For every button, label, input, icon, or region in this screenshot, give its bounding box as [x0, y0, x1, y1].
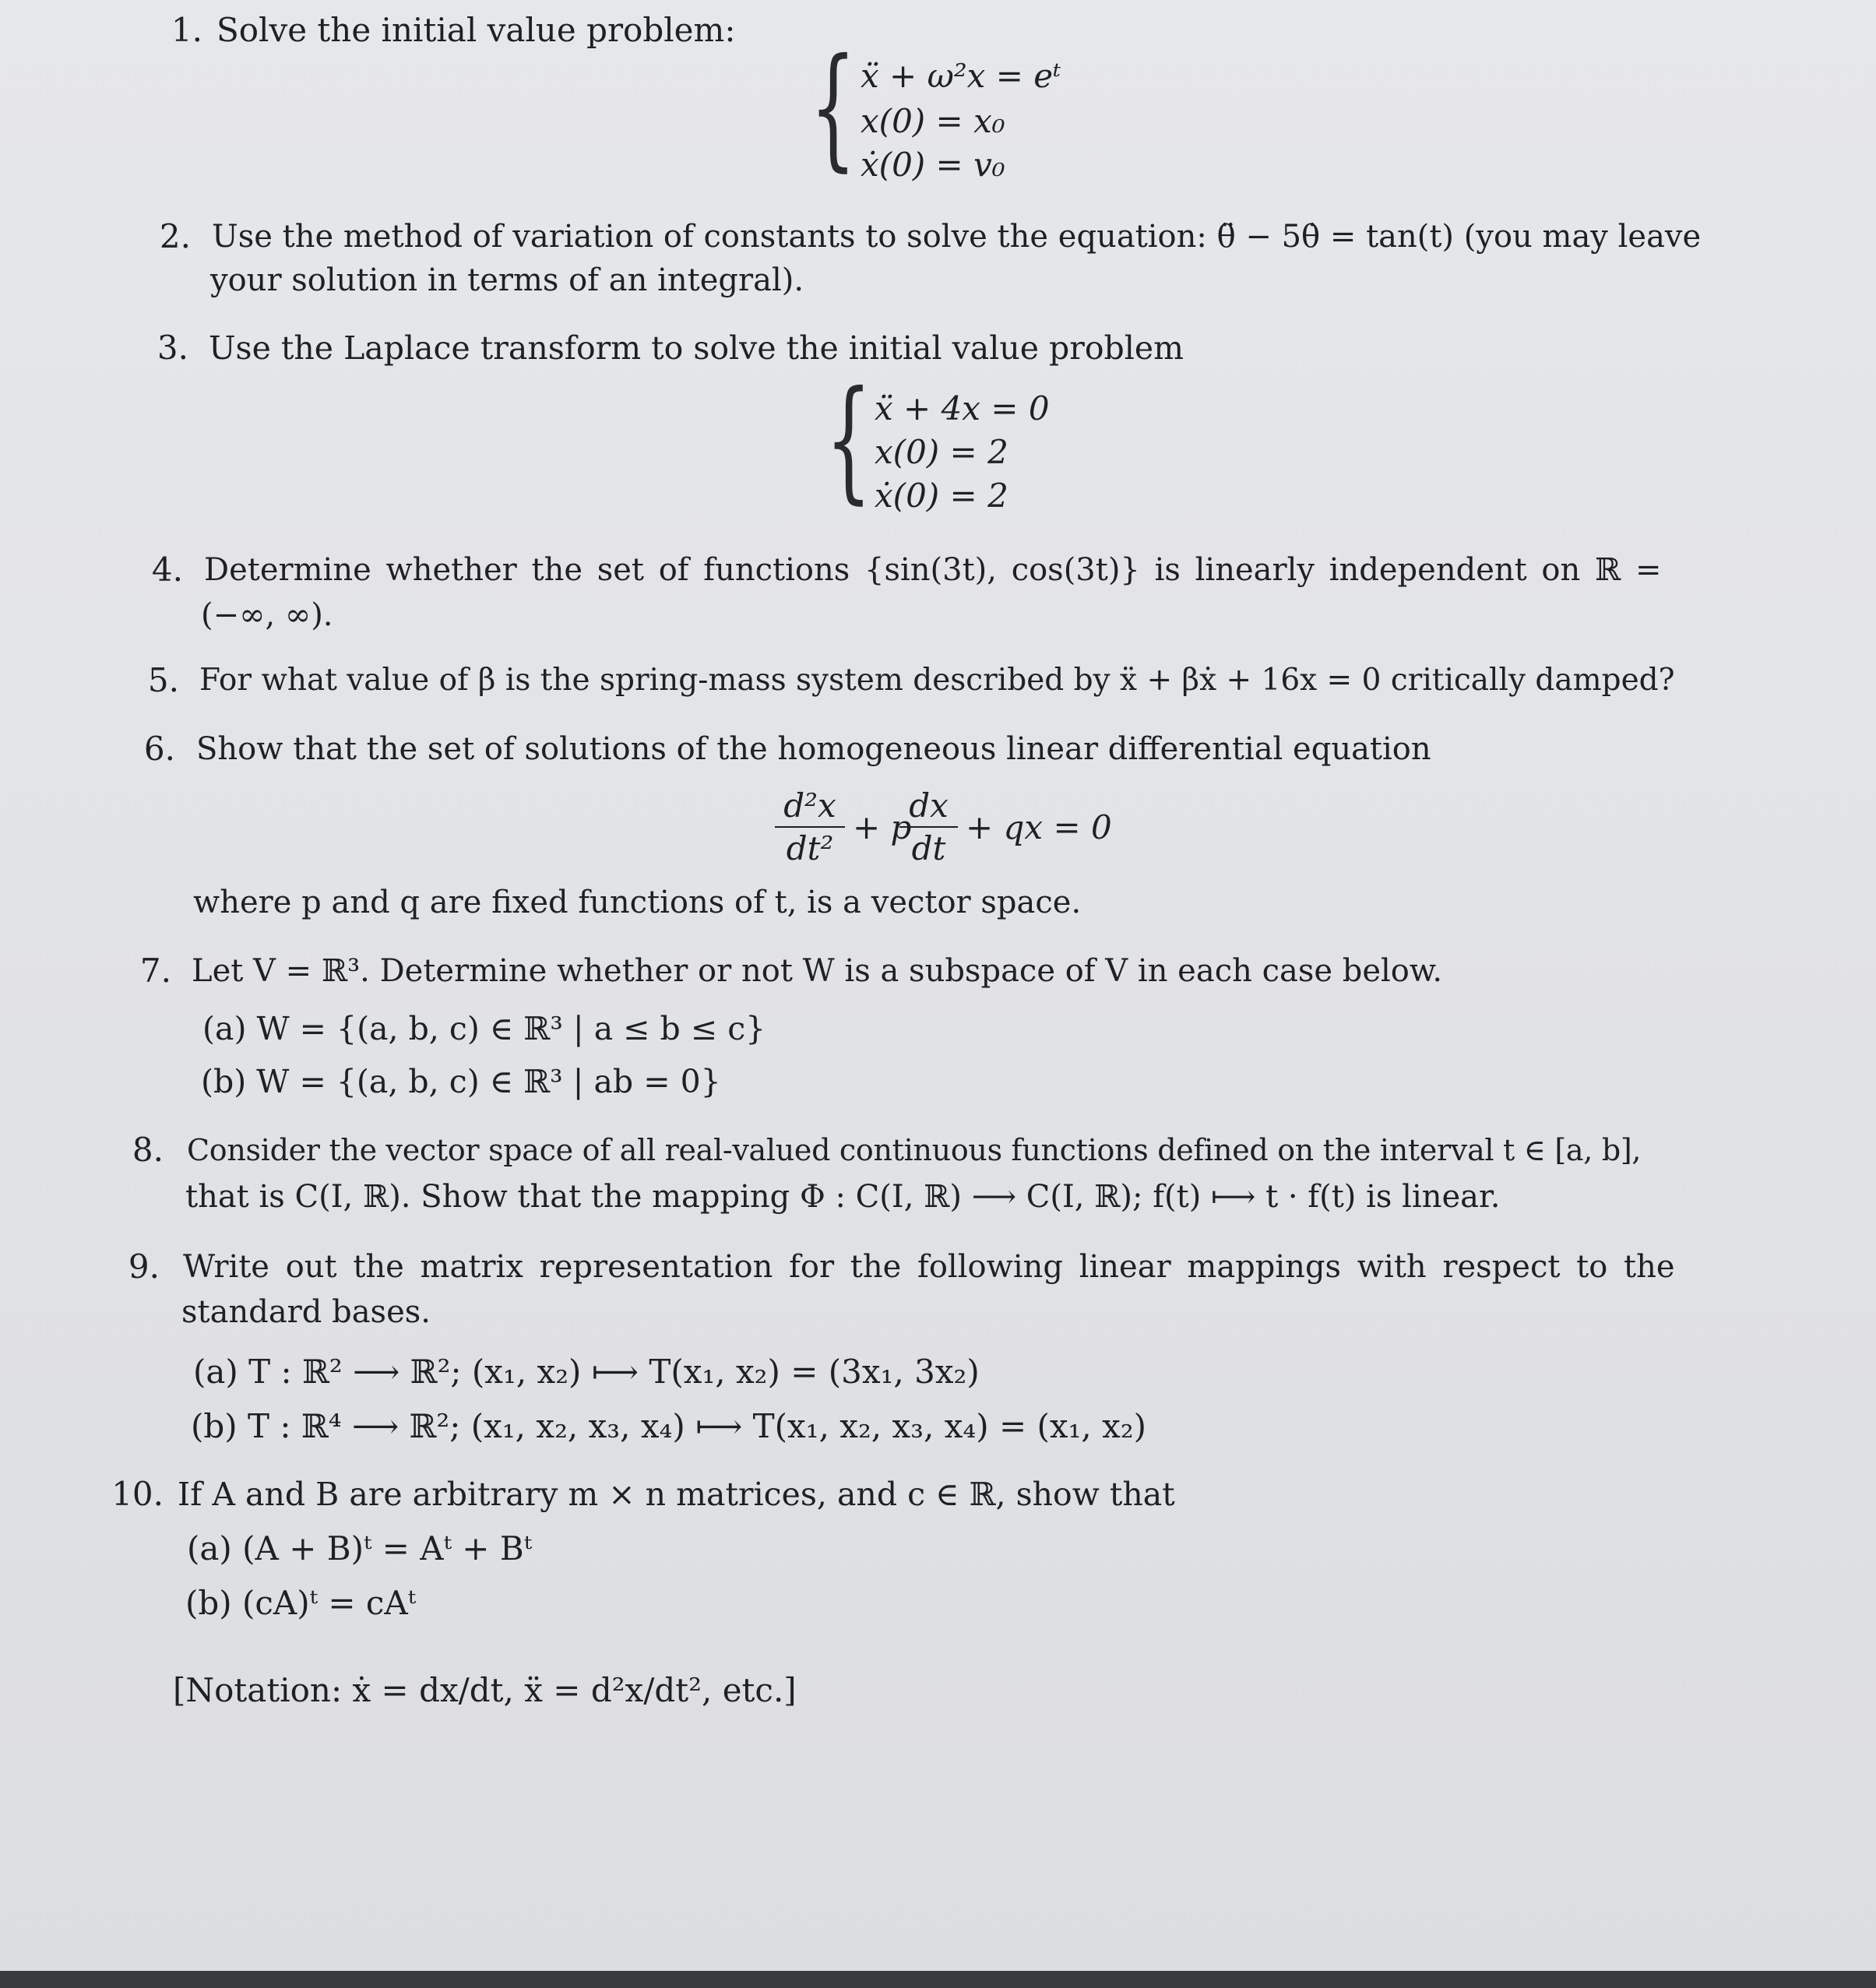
problem-text: If A and B are arbitrary m × n matrices, and c ∈ ℝ, show that	[178, 1476, 1175, 1513]
problem-text: Show that the set of solutions of the homogeneous linear differential equation	[196, 731, 1431, 767]
system-equation: ẍ + ω²x = eᵗ	[861, 57, 1061, 95]
problem-number: 9.	[128, 1247, 160, 1286]
problem-text-line-2: that is C(I, ℝ). Show that the mapping Φ : C(I, ℝ) ⟶ C(I, ℝ); f(t) ⟼ t · f(t) is linear.	[185, 1179, 1501, 1215]
left-brace: {	[810, 30, 857, 185]
system-equation: ẍ + 4x = 0	[875, 389, 1050, 428]
notation-note: [Notation: ẋ = dx/dt, ẍ = d²x/dt², etc.]	[173, 1671, 797, 1709]
problem-number: 7.	[139, 952, 171, 990]
problem-number: 8.	[132, 1131, 164, 1169]
problem-number: 6.	[143, 730, 175, 768]
problem-9-part-a: (a) T : ℝ² ⟶ ℝ²; (x₁, x₂) ⟼ T(x₁, x₂) = (3x₁, 3x₂)	[193, 1353, 980, 1391]
problem-10-part-a: (a) (A + B)ᵗ = Aᵗ + Bᵗ	[187, 1529, 533, 1568]
problem-text-line-2: (−∞, ∞).	[201, 597, 333, 633]
differential-equation-6	[775, 786, 1110, 880]
numerator: dx	[909, 786, 949, 825]
problem-text-line-1: Determine whether the set of functions {sin(3t), cos(3t)} is linearly independent on ℝ =	[204, 552, 1662, 588]
denominator: dt²	[786, 829, 834, 867]
problem-number: 3.	[157, 329, 188, 367]
system-condition: x(0) = 2	[875, 433, 1008, 471]
fraction-d2x-dt2	[775, 786, 845, 867]
system-1	[810, 30, 1121, 195]
problem-text-after: where p and q are fixed functions of t, is a vector space.	[193, 885, 1082, 920]
left-brace: {	[825, 363, 872, 517]
denominator: dt	[911, 829, 946, 867]
fraction-dx-dt	[899, 786, 958, 867]
equation-end-term: + qx = 0	[966, 808, 1112, 846]
problem-text: Let V = ℝ³. Determine whether or not W is a subspace of V in each case below.	[192, 953, 1443, 989]
problem-7-part-b: (b) W = {(a, b, c) ∈ ℝ³ | ab = 0}	[201, 1063, 721, 1100]
problem-text: For what value of β is the spring-mass system described by ẍ + βẋ + 16x = 0 critically damped?	[199, 663, 1675, 698]
system-condition: x(0) = x₀	[861, 102, 1005, 140]
problem-text-line-1: Use the method of variation of constants to solve the equation: θ̈ − 5θ̇ = tan(t) (you may leave	[212, 219, 1702, 255]
system-3	[825, 363, 1106, 527]
numerator: d²x	[783, 786, 836, 825]
problem-text-line-2: standard bases.	[181, 1294, 431, 1330]
fraction-bar	[899, 826, 958, 828]
problem-7-part-a: (a) W = {(a, b, c) ∈ ℝ³ | a ≤ b ≤ c}	[202, 1010, 766, 1047]
problem-text-line-2: your solution in terms of an integral).	[210, 262, 804, 298]
equation-middle-term: + p	[853, 808, 912, 846]
problem-text: Solve the initial value problem:	[216, 11, 736, 49]
fraction-bar	[775, 826, 845, 828]
problem-number: 1.	[171, 11, 202, 49]
problem-text: Use the Laplace transform to solve the initial value problem	[209, 329, 1184, 367]
problem-text-line-1: Write out the matrix representation for the following linear mappings with respect to the	[183, 1249, 1675, 1285]
problem-text-line-1: Consider the vector space of all real-valued continuous functions defined on the interval t ∈ [a, b],	[187, 1133, 1642, 1167]
problem-9-part-b: (b) T : ℝ⁴ ⟶ ℝ²; (x₁, x₂, x₃, x₄) ⟼ T(x₁, x₂, x₃, x₄) = (x₁, x₂)	[191, 1407, 1147, 1445]
problem-10-part-b: (b) (cA)ᵗ = cAᵗ	[185, 1584, 417, 1622]
problem-number: 5.	[147, 661, 179, 699]
problem-number: 4.	[151, 551, 183, 589]
system-condition: ẋ(0) = 2	[875, 477, 1008, 515]
paper-bottom-edge	[0, 1971, 1876, 1988]
problem-number: 2.	[159, 217, 191, 255]
system-condition: ẋ(0) = v₀	[861, 146, 1005, 184]
problem-number: 10.	[111, 1475, 164, 1513]
